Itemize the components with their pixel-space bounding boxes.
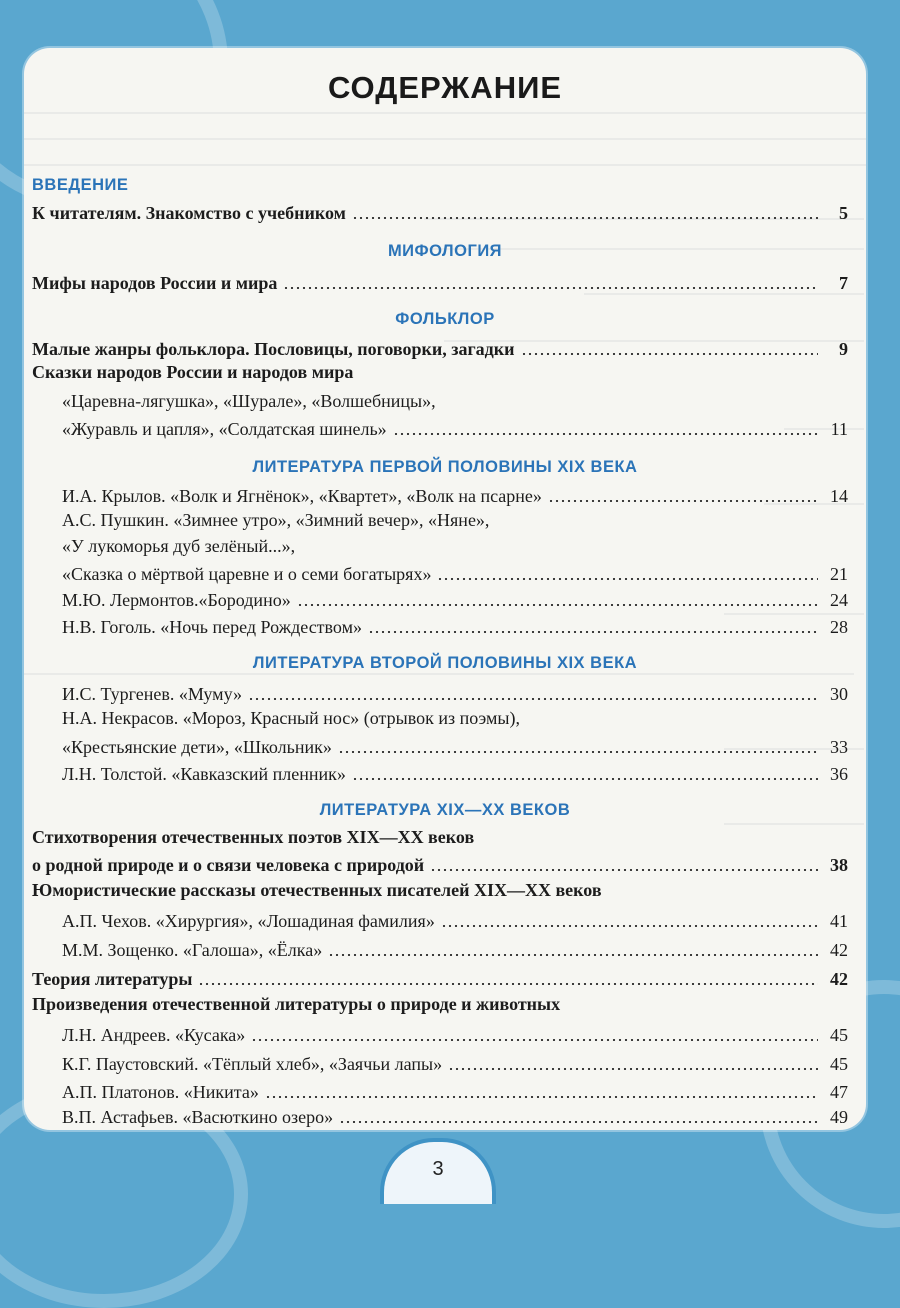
entry-title: И.А. Крылов. «Волк и Ягнёнок», «Квартет», «Волк на псарне» xyxy=(62,486,542,506)
toc-entry-nekrasov[interactable] xyxy=(62,732,848,758)
entry-title: Л.Н. Андреев. «Кусака» xyxy=(62,1025,246,1045)
entry-page: 7 xyxy=(839,273,848,293)
toc-entry-readers[interactable] xyxy=(32,198,848,224)
dot-leader xyxy=(339,1121,818,1123)
dot-leader xyxy=(198,983,818,985)
entry-title: А.П. Чехов. «Хирургия», «Лошадиная фамилия» xyxy=(62,911,435,931)
entry-title: о родной природе и о связи человека с природой xyxy=(32,855,425,875)
toc-entry-pushkin-line[interactable]: А.С. Пушкин. «Зимнее утро», «Зимний вечер», «Няне», xyxy=(62,510,490,530)
entry-title: Теория литературы xyxy=(32,969,193,989)
section-intro: ВВЕДЕНИЕ xyxy=(32,176,129,194)
dot-leader xyxy=(548,500,818,502)
dot-leader xyxy=(441,925,818,927)
dot-leader xyxy=(448,1068,818,1070)
toc-entry-myths[interactable] xyxy=(32,268,848,294)
section-lit-19-20: ЛИТЕРАТУРА XIX—XX ВЕКОВ xyxy=(319,801,571,819)
dot-leader xyxy=(251,1039,818,1041)
toc-entry-andreev[interactable] xyxy=(62,1020,848,1046)
entry-title: В.П. Астафьев. «Васюткино озеро» xyxy=(62,1107,334,1127)
toc-entry-turgenev[interactable] xyxy=(62,679,848,705)
dot-leader xyxy=(265,1096,818,1098)
dot-leader xyxy=(352,217,818,219)
entry-page: 45 xyxy=(830,1054,848,1074)
page-number: 3 xyxy=(432,1158,444,1180)
entry-title: Н.В. Гоголь. «Ночь перед Рождеством» xyxy=(62,617,362,637)
entry-title: К.Г. Паустовский. «Тёплый хлеб», «Заячьи лапы» xyxy=(62,1054,443,1074)
dot-leader xyxy=(248,698,818,700)
contents-page xyxy=(24,48,866,1130)
toc-entry-poems-line[interactable]: Стихотворения отечественных поэтов XIX—XX веков xyxy=(32,827,475,847)
entry-title: «Крестьянские дети», «Школьник» xyxy=(62,737,332,757)
toc-entry-pushkin-line[interactable]: «У лукоморья дуб зелёный...», xyxy=(62,536,296,556)
entry-title: «Журавль и цапля», «Солдатская шинель» xyxy=(62,419,387,439)
entry-page: 45 xyxy=(830,1025,848,1045)
dot-leader xyxy=(297,604,818,606)
dot-leader xyxy=(430,869,818,871)
entry-page: 21 xyxy=(830,564,848,584)
entry-title: М.Ю. Лермонтов.«Бородино» xyxy=(62,590,291,610)
entry-page: 41 xyxy=(830,911,848,931)
toc-entry-tolstoy[interactable] xyxy=(62,759,848,785)
toc-entry-astafiev[interactable] xyxy=(62,1104,848,1128)
entry-page: 42 xyxy=(830,940,848,960)
toc-entry-nekrasov-line[interactable]: Н.А. Некрасов. «Мороз, Красный нос» (отрывок из поэмы), xyxy=(62,708,520,728)
dot-leader xyxy=(338,751,818,753)
entry-page: 49 xyxy=(830,1107,848,1127)
toc-entry-poems[interactable] xyxy=(32,850,848,876)
entry-page: 5 xyxy=(839,203,848,223)
toc-entry-tales-line[interactable]: «Царевна-лягушка», «Шурале», «Волшебницы», xyxy=(62,391,436,411)
entry-page: 36 xyxy=(830,764,848,784)
entry-page: 24 xyxy=(830,590,848,610)
page-title: СОДЕРЖАНИЕ xyxy=(327,70,563,105)
entry-title: Мифы народов России и мира xyxy=(32,273,278,293)
entry-page: 28 xyxy=(830,617,848,637)
dot-leader xyxy=(352,778,818,780)
toc-entry-paustovsky[interactable] xyxy=(62,1049,848,1075)
toc-entry-chekhov[interactable] xyxy=(62,906,848,932)
entry-page: 30 xyxy=(830,684,848,704)
section-lit-19-second: ЛИТЕРАТУРА ВТОРОЙ ПОЛОВИНЫ XIX ВЕКА xyxy=(252,654,638,672)
toc-heading-tales[interactable]: Сказки народов России и народов мира xyxy=(32,362,354,382)
entry-title: Малые жанры фольклора. Пословицы, поговорки, загадки xyxy=(32,339,515,359)
entry-page: 42 xyxy=(830,969,848,989)
section-folklore: ФОЛЬКЛОР xyxy=(395,310,495,328)
section-lit-19-first: ЛИТЕРАТУРА ПЕРВОЙ ПОЛОВИНЫ XIX ВЕКА xyxy=(252,458,638,476)
dot-leader xyxy=(368,631,818,633)
entry-page: 14 xyxy=(830,486,848,506)
entry-title: К читателям. Знакомство с учебником xyxy=(32,203,346,223)
toc-entry-gogol[interactable] xyxy=(62,612,848,638)
dot-leader xyxy=(393,433,818,435)
entry-page: 38 xyxy=(830,855,848,875)
page-number-tab xyxy=(380,1138,496,1204)
entry-title: А.П. Платонов. «Никита» xyxy=(62,1082,259,1102)
toc-heading-humor[interactable]: Юмористические рассказы отечественных писателей XIX—XX веков xyxy=(32,880,602,900)
dot-leader xyxy=(283,287,818,289)
entry-title: Л.Н. Толстой. «Кавказский пленник» xyxy=(62,764,346,784)
entry-page: 47 xyxy=(830,1082,848,1102)
toc-entry-platonov[interactable] xyxy=(62,1077,848,1103)
entry-title: М.М. Зощенко. «Галоша», «Ёлка» xyxy=(62,940,323,960)
entry-page: 33 xyxy=(830,737,848,757)
entry-title: И.С. Тургенев. «Муму» xyxy=(62,684,243,704)
dot-leader xyxy=(521,353,818,355)
section-mythology: МИФОЛОГИЯ xyxy=(387,242,503,260)
entry-page: 9 xyxy=(839,339,848,359)
toc-entry-tales[interactable] xyxy=(62,414,848,440)
toc-entry-lermontov[interactable] xyxy=(62,585,848,611)
toc-entry-small-genres[interactable] xyxy=(32,334,848,360)
toc-entry-zoshchenko[interactable] xyxy=(62,935,848,961)
toc-entry-krylov[interactable] xyxy=(62,481,848,507)
toc-entry-theory[interactable] xyxy=(32,964,848,990)
entry-page: 11 xyxy=(830,419,848,439)
dot-leader xyxy=(328,954,818,956)
entry-title: «Сказка о мёртвой царевне и о семи богатырях» xyxy=(62,564,432,584)
toc-heading-nature[interactable]: Произведения отечественной литературы о природе и животных xyxy=(32,994,561,1014)
toc-entry-pushkin[interactable] xyxy=(62,559,848,585)
dot-leader xyxy=(437,578,818,580)
